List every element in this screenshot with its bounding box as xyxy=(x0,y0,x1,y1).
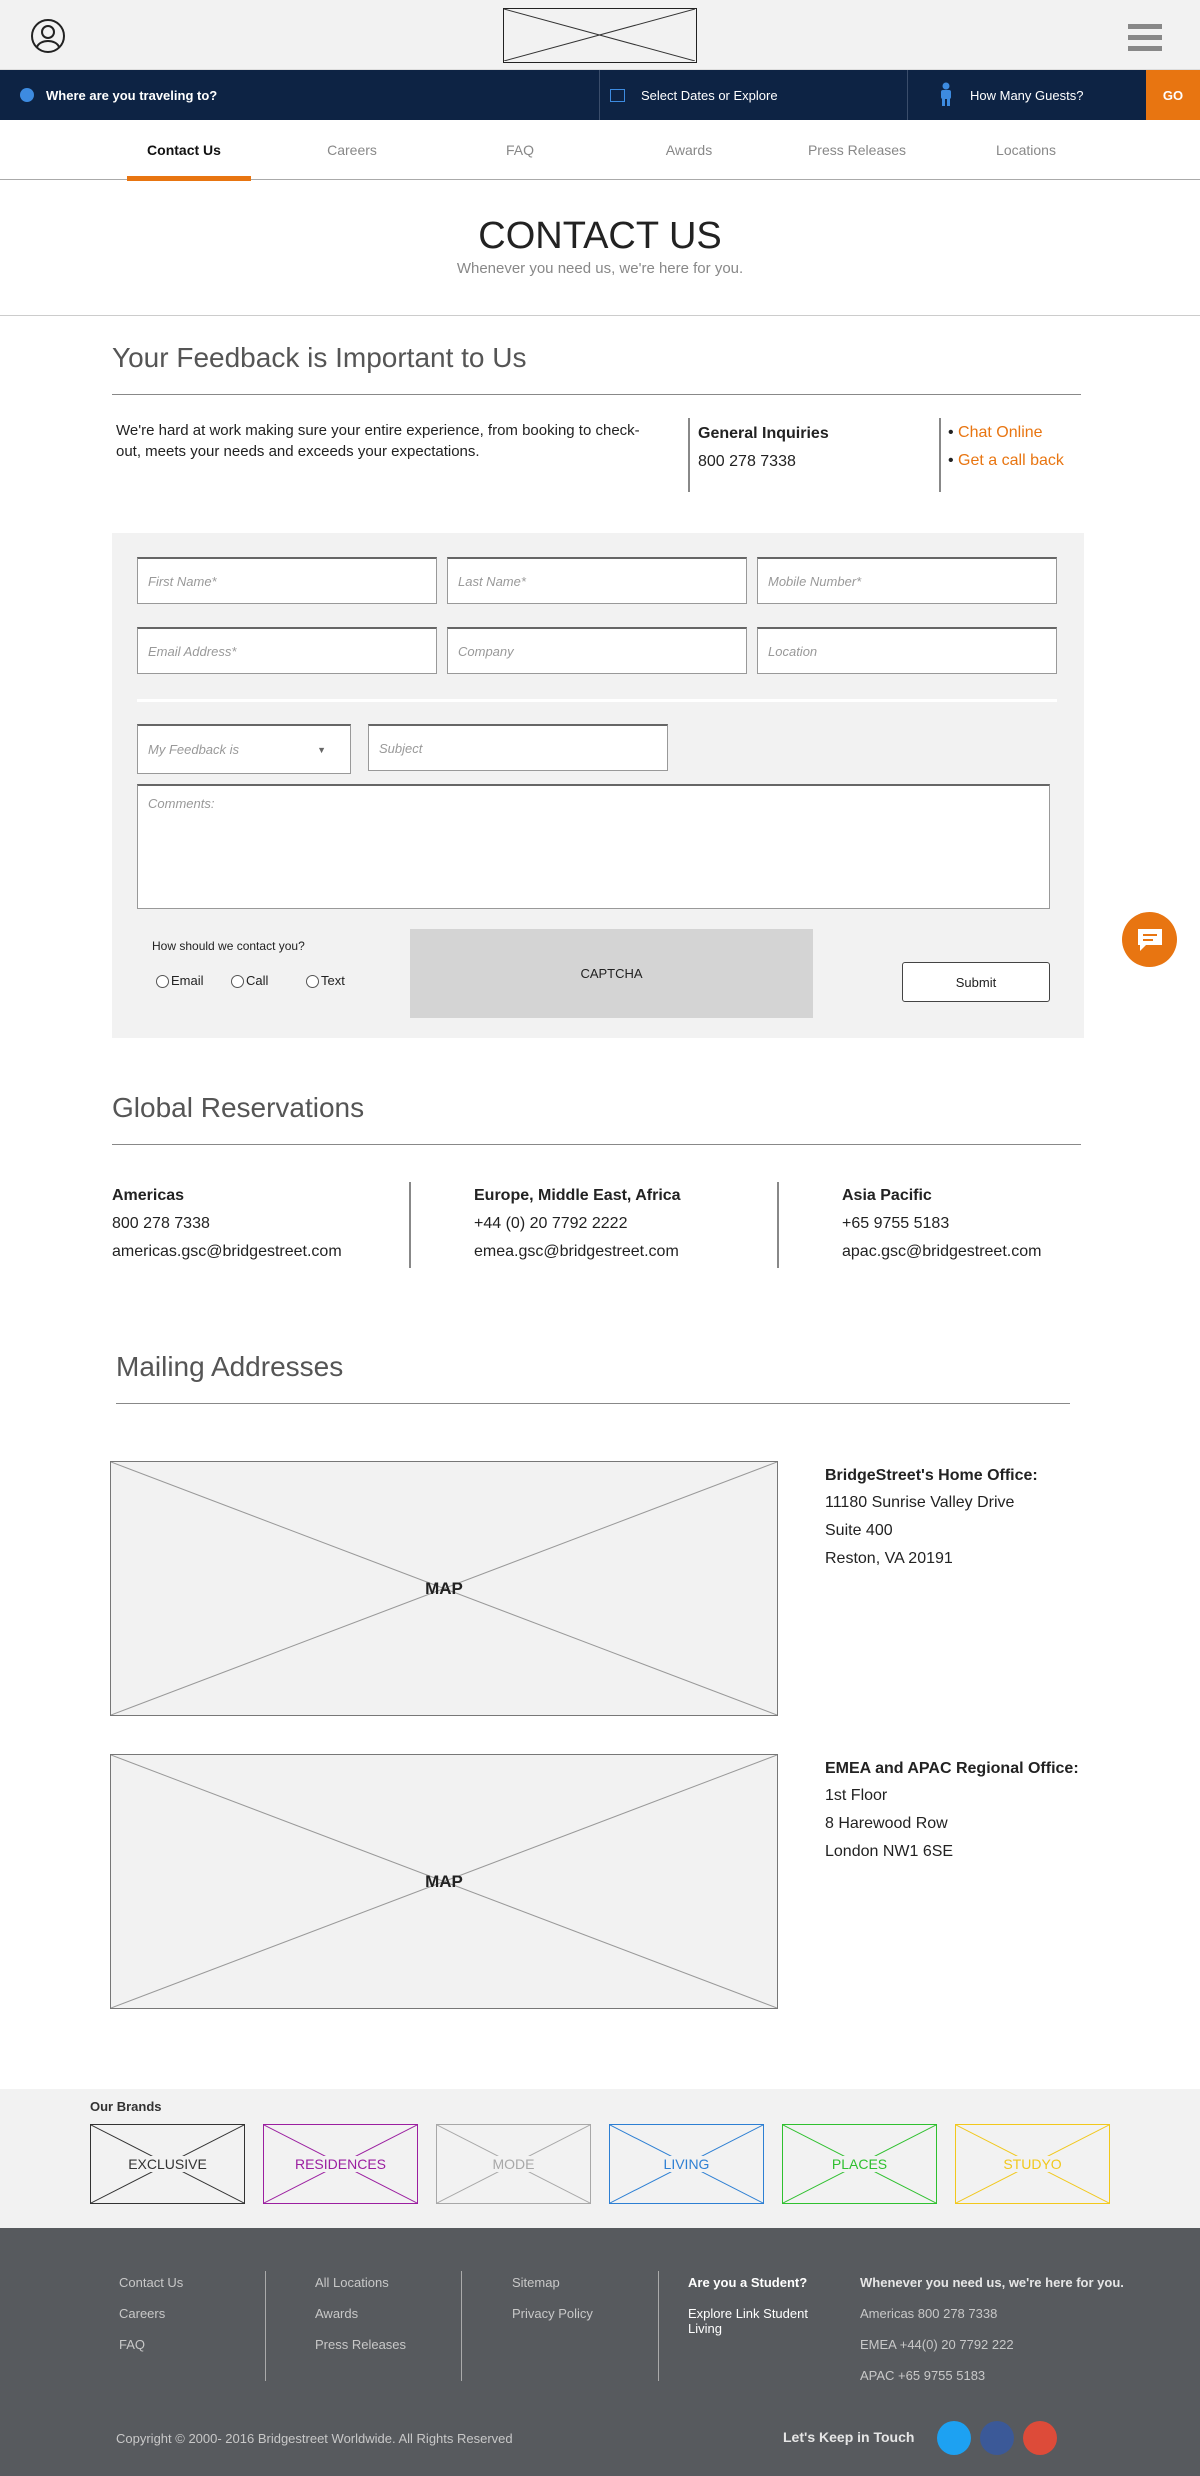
tab-awards[interactable]: Awards xyxy=(665,142,713,158)
brands-title: Our Brands xyxy=(90,2099,162,2114)
page-tabs xyxy=(0,120,1200,180)
brand-tile[interactable] xyxy=(955,2124,1110,2204)
radio-circle[interactable] xyxy=(231,975,244,988)
footer-link[interactable]: Sitemap xyxy=(512,2275,560,2290)
divider xyxy=(112,1144,1081,1145)
comments-textarea[interactable]: Comments: xyxy=(137,784,1050,909)
divider xyxy=(939,418,941,492)
office-address-line: Reston, VA 20191 xyxy=(825,1550,953,1567)
logo-placeholder[interactable] xyxy=(503,8,697,63)
contact-method-question: How should we contact you? xyxy=(152,939,305,953)
mailing-title: Mailing Addresses xyxy=(116,1351,344,1382)
divider xyxy=(112,394,1081,395)
keep-in-touch-label: Let's Keep in Touch xyxy=(783,2429,915,2445)
page-subtitle: Whenever you need us, we're here for you. xyxy=(456,260,744,277)
footer-link[interactable]: Privacy Policy xyxy=(512,2306,593,2321)
footer-link[interactable]: Awards xyxy=(315,2306,359,2321)
brand-tile[interactable] xyxy=(436,2124,591,2204)
chat-bubble-icon xyxy=(1135,926,1165,954)
office-heading: EMEA and APAC Regional Office: xyxy=(825,1760,1079,1777)
region-email-link[interactable]: emea.gsc@bridgestreet.com xyxy=(474,1243,679,1260)
last-name-input[interactable]: Last Name* xyxy=(447,557,747,604)
brand-tile[interactable] xyxy=(90,2124,245,2204)
tab-careers[interactable]: Careers xyxy=(327,142,377,158)
location-input[interactable]: Location xyxy=(757,627,1057,674)
office-address-line: London NW1 6SE xyxy=(825,1843,954,1860)
feedback-title: Your Feedback is Important to Us xyxy=(112,342,527,373)
email-input[interactable]: Email Address* xyxy=(137,627,437,674)
region-name: Europe, Middle East, Africa xyxy=(474,1187,681,1204)
divider xyxy=(116,1403,1070,1404)
footer-contact-line: APAC +65 9755 5183 xyxy=(860,2368,986,2383)
student-heading: Are you a Student? xyxy=(688,2275,808,2290)
radio-email[interactable]: Email xyxy=(156,973,204,988)
chevron-down-icon: ▼ xyxy=(317,744,326,755)
brand-label: PLACES xyxy=(828,2156,891,2172)
footer-link[interactable]: Press Releases xyxy=(315,2337,407,2352)
office-address-line: 8 Harewood Row xyxy=(825,1815,948,1832)
footer-link[interactable]: Careers xyxy=(119,2306,166,2321)
subject-input[interactable]: Subject xyxy=(368,724,668,771)
brand-label: STUDYO xyxy=(999,2156,1065,2172)
office-address-line: Suite 400 xyxy=(825,1522,893,1539)
mobile-number-input[interactable]: Mobile Number* xyxy=(757,557,1057,604)
brand-tile[interactable] xyxy=(263,2124,418,2204)
region-email-link[interactable]: apac.gsc@bridgestreet.com xyxy=(842,1243,1042,1260)
region-name: Americas xyxy=(112,1187,185,1204)
brand-tile[interactable] xyxy=(609,2124,764,2204)
map-placeholder[interactable] xyxy=(110,1461,778,1716)
office-heading: BridgeStreet's Home Office: xyxy=(825,1467,1038,1484)
divider xyxy=(265,2271,266,2381)
radio-call[interactable]: Call xyxy=(231,973,268,988)
footer-link[interactable]: FAQ xyxy=(119,2337,146,2352)
submit-button[interactable]: Submit xyxy=(902,962,1050,1002)
region-email-link[interactable]: americas.gsc@bridgestreet.com xyxy=(112,1243,342,1260)
region-phone: +65 9755 5183 xyxy=(842,1215,950,1232)
first-name-input[interactable]: First Name* xyxy=(137,557,437,604)
captcha-box[interactable]: CAPTCHA xyxy=(410,929,813,1018)
destination-field[interactable]: Where are you traveling to? xyxy=(20,70,590,120)
general-inquiries-heading: General Inquiries xyxy=(698,425,829,442)
footer-link[interactable]: Contact Us xyxy=(119,2275,184,2290)
brand-label: MODE xyxy=(489,2156,539,2172)
brand-label: EXCLUSIVE xyxy=(124,2156,211,2172)
footer-contact-heading: Whenever you need us, we're here for you. xyxy=(860,2275,1124,2290)
twitter-icon[interactable] xyxy=(937,2421,971,2455)
company-input[interactable]: Company xyxy=(447,627,747,674)
booking-search-bar xyxy=(0,70,1200,120)
facebook-icon[interactable] xyxy=(980,2421,1014,2455)
chat-widget-button[interactable] xyxy=(1122,912,1177,967)
feedback-intro: We're hard at work making sure your entire experience, from booking to check-out, meets your needs and exceeds your expectations. xyxy=(116,422,640,460)
page-title: CONTACT US xyxy=(478,215,722,257)
divider xyxy=(461,2271,462,2381)
globe-icon xyxy=(20,88,34,102)
footer-contact-line: EMEA +44(0) 20 7792 222 xyxy=(860,2337,1014,2352)
region-name: Asia Pacific xyxy=(842,1187,932,1204)
footer-link[interactable]: All Locations xyxy=(315,2275,389,2290)
region-phone: +44 (0) 20 7792 2222 xyxy=(474,1215,628,1232)
tab-faq[interactable]: FAQ xyxy=(505,142,534,158)
divider xyxy=(0,315,1200,316)
divider xyxy=(658,2271,659,2381)
tab-locations[interactable]: Locations xyxy=(996,142,1056,158)
brand-label: RESIDENCES xyxy=(291,2156,390,2172)
divider xyxy=(688,418,690,492)
hamburger-menu-icon[interactable] xyxy=(1128,24,1162,52)
map-label: MAP xyxy=(425,1579,463,1598)
user-account-icon[interactable] xyxy=(30,18,66,54)
radio-circle[interactable] xyxy=(306,975,319,988)
feedback-type-select[interactable]: My Feedback is ▼ xyxy=(137,724,351,774)
brand-tile[interactable] xyxy=(782,2124,937,2204)
general-inquiries-phone: 800 278 7338 xyxy=(698,453,796,470)
reservations-title: Global Reservations xyxy=(112,1092,365,1123)
radio-circle[interactable] xyxy=(156,975,169,988)
region-phone: 800 278 7338 xyxy=(112,1215,210,1232)
office-address-line: 11180 Sunrise Valley Drive xyxy=(825,1494,1015,1511)
student-living-link[interactable]: Explore Link Student Living xyxy=(688,2306,808,2336)
divider xyxy=(777,1182,779,1268)
chat-online-link[interactable]: • Chat Online xyxy=(948,424,1043,441)
radio-text[interactable]: Text xyxy=(306,973,345,988)
tab-press-releases[interactable]: Press Releases xyxy=(807,142,907,158)
google-plus-icon[interactable] xyxy=(1023,2421,1057,2455)
copyright: Copyright © 2000- 2016 Bridgestreet Worldwide. All Rights Reserved xyxy=(116,2431,513,2446)
dates-field[interactable]: Select Dates or Explore xyxy=(610,70,900,120)
map-placeholder[interactable] xyxy=(110,1754,778,2009)
divider xyxy=(137,699,1057,702)
footer-contact-line: Americas 800 278 7338 xyxy=(860,2306,998,2321)
office-address-line: 1st Floor xyxy=(825,1787,888,1804)
guests-field[interactable]: How Many Guests? xyxy=(938,70,1138,120)
map-label: MAP xyxy=(425,1872,463,1891)
divider xyxy=(409,1182,411,1268)
go-button[interactable]: GO xyxy=(1146,70,1200,120)
person-icon xyxy=(938,82,954,109)
tab-contact-us[interactable]: Contact Us xyxy=(147,142,221,158)
calendar-icon xyxy=(610,89,625,102)
active-tab-indicator xyxy=(127,176,251,181)
call-back-link[interactable]: • Get a call back xyxy=(948,452,1064,469)
brand-label: LIVING xyxy=(660,2156,714,2172)
